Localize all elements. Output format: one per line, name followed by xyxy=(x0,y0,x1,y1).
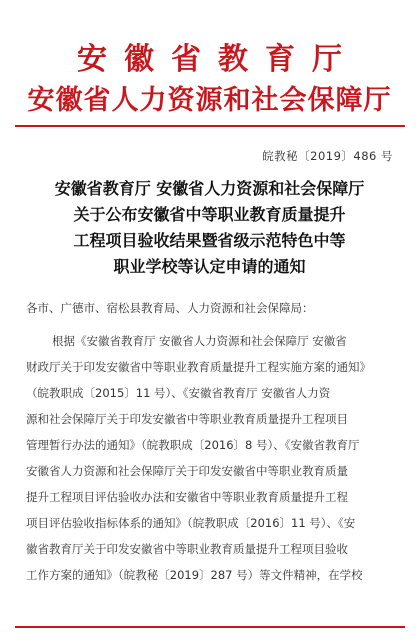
body-line: 根据《安徽省教育厅 安徽省人力资源和社会保障厅 安徽省 xyxy=(52,334,347,348)
body-text xyxy=(26,328,398,588)
body-line: 项目评估验收指标体系的通知》（皖教职成〔2016〕11 号）、《安 xyxy=(26,516,356,530)
document-number: 皖教秘〔2019〕486 号 xyxy=(262,149,393,163)
addressee: 各市、广德市、宿松县教育局、人力资源和社会保障局： xyxy=(26,301,314,315)
body-line: （皖教职成〔2015〕11 号）、《安徽省教育厅 安徽省人力资 xyxy=(26,386,331,400)
issuing-org-1: 安徽省教育厅 xyxy=(77,42,359,77)
footer-red-rule xyxy=(15,626,405,628)
title-line: 安徽省教育厅 安徽省人力资源和社会保障厅 xyxy=(54,179,365,198)
letterhead-red-rule xyxy=(15,125,405,127)
title-line: 关于公布安徽省中等职业教育质量提升 xyxy=(73,205,346,224)
title-line: 工程项目验收结果暨省级示范特色中等 xyxy=(73,231,346,250)
body-line: 提升工程项目评估验收办法和安徽省中等职业教育质量提升工程 xyxy=(26,490,348,504)
document-title xyxy=(0,176,419,280)
title-line: 职业学校等认定申请的通知 xyxy=(113,257,306,276)
body-line: 财政厅关于印发安徽省中等职业教育质量提升工程实施方案的通知》 xyxy=(26,360,371,374)
body-line: 徽省教育厅关于印发安徽省中等职业教育质量提升工程项目验收 xyxy=(26,542,348,556)
body-line: 源和社会保障厅关于印发安徽省中等职业教育质量提升工程项目 xyxy=(26,412,348,426)
body-line: 安徽省人力资源和社会保障厅关于印发安徽省中等职业教育质量 xyxy=(26,464,348,478)
body-line: 管理暂行办法的通知》（皖教职成〔2016〕8 号）、《安徽省教育厅 xyxy=(26,438,360,452)
body-line: 工作方案的通知》（皖教秘〔2019〕287 号）等文件精神，在学校 xyxy=(26,568,363,582)
issuing-org-2: 安徽省人力资源和社会保障厅 xyxy=(27,85,392,116)
